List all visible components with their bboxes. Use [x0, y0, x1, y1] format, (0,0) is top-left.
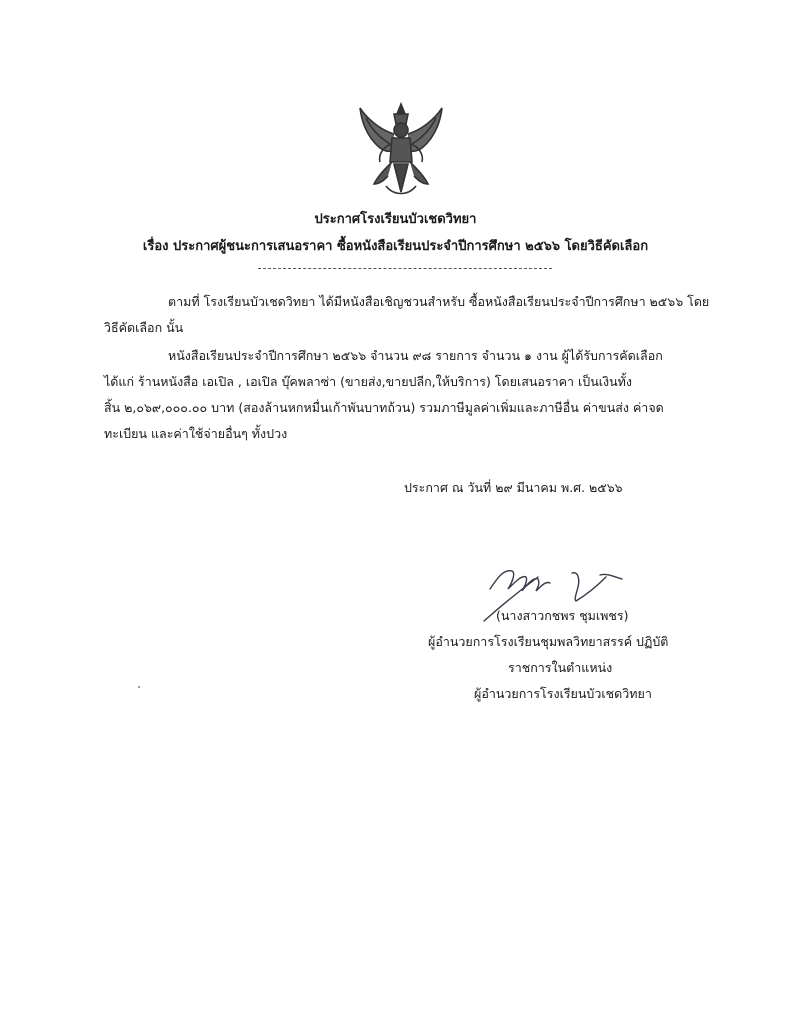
paragraph-2-line-2: ได้แก่ ร้านหนังสือ เอเปิล , เอเปิล บุ๊คพลาซ่า (ขายส่ง,ขายปลีก,ให้บริการ) โดยเสนอราคา เป็นเงินทั้ง	[104, 374, 633, 389]
paragraph-2-line-4: ทะเบียน และค่าใช้จ่ายอื่นๆ ทั้งปวง	[104, 426, 288, 441]
paragraph-1-line-1: ตามที่ โรงเรียนบัวเชดวิทยา ได้มีหนังสือเชิญชวนสำหรับ ซื้อหนังสือเรียนประจำปีการศึกษา ๒๕๖๖ โดย	[168, 294, 710, 309]
paragraph-2-line-1: หนังสือเรียนประจำปีการศึกษา ๒๕๖๖ จำนวน ๙๘ รายการ จำนวน ๑ งาน ผู้ได้รับการคัดเลือก	[168, 348, 663, 363]
announcement-title: ประกาศโรงเรียนบัวเชดวิทยา	[314, 212, 477, 227]
paragraph-1-line-2: วิธีคัดเลือก นั้น	[104, 320, 184, 335]
signatory-role: ผู้อำนวยการโรงเรียนบัวเชดวิทยา	[474, 686, 652, 701]
scan-speck	[138, 686, 140, 688]
divider	[258, 268, 552, 269]
paragraph-2-line-3: สิ้น ๒,๐๖๙,๐๐๐.๐๐ บาท (สองล้านหกหมื่นเก้าพันบาทถ้วน) รวมภาษีมูลค่าเพิ่มและภาษีอื่น ค่าขนส่ง ค่าจด	[104, 400, 664, 415]
signatory-position: ผู้อำนวยการโรงเรียนชุมพลวิทยาสรรค์ ปฏิบัติ	[428, 634, 669, 649]
announcement-date: ประกาศ ณ วันที่ ๒๙ มีนาคม พ.ศ. ๒๕๖๖	[404, 480, 623, 495]
signatory-name: (นางสาวกชพร ชุมเพชร)	[496, 608, 629, 623]
announcement-subject: เรื่อง ประกาศผู้ชนะการเสนอราคา ซื้อหนังสือเรียนประจำปีการศึกษา ๒๕๖๖ โดยวิธีคัดเลือก	[142, 239, 649, 254]
signatory-acting: ราชการในตำแหน่ง	[508, 660, 613, 675]
garuda-emblem-icon	[356, 100, 446, 200]
